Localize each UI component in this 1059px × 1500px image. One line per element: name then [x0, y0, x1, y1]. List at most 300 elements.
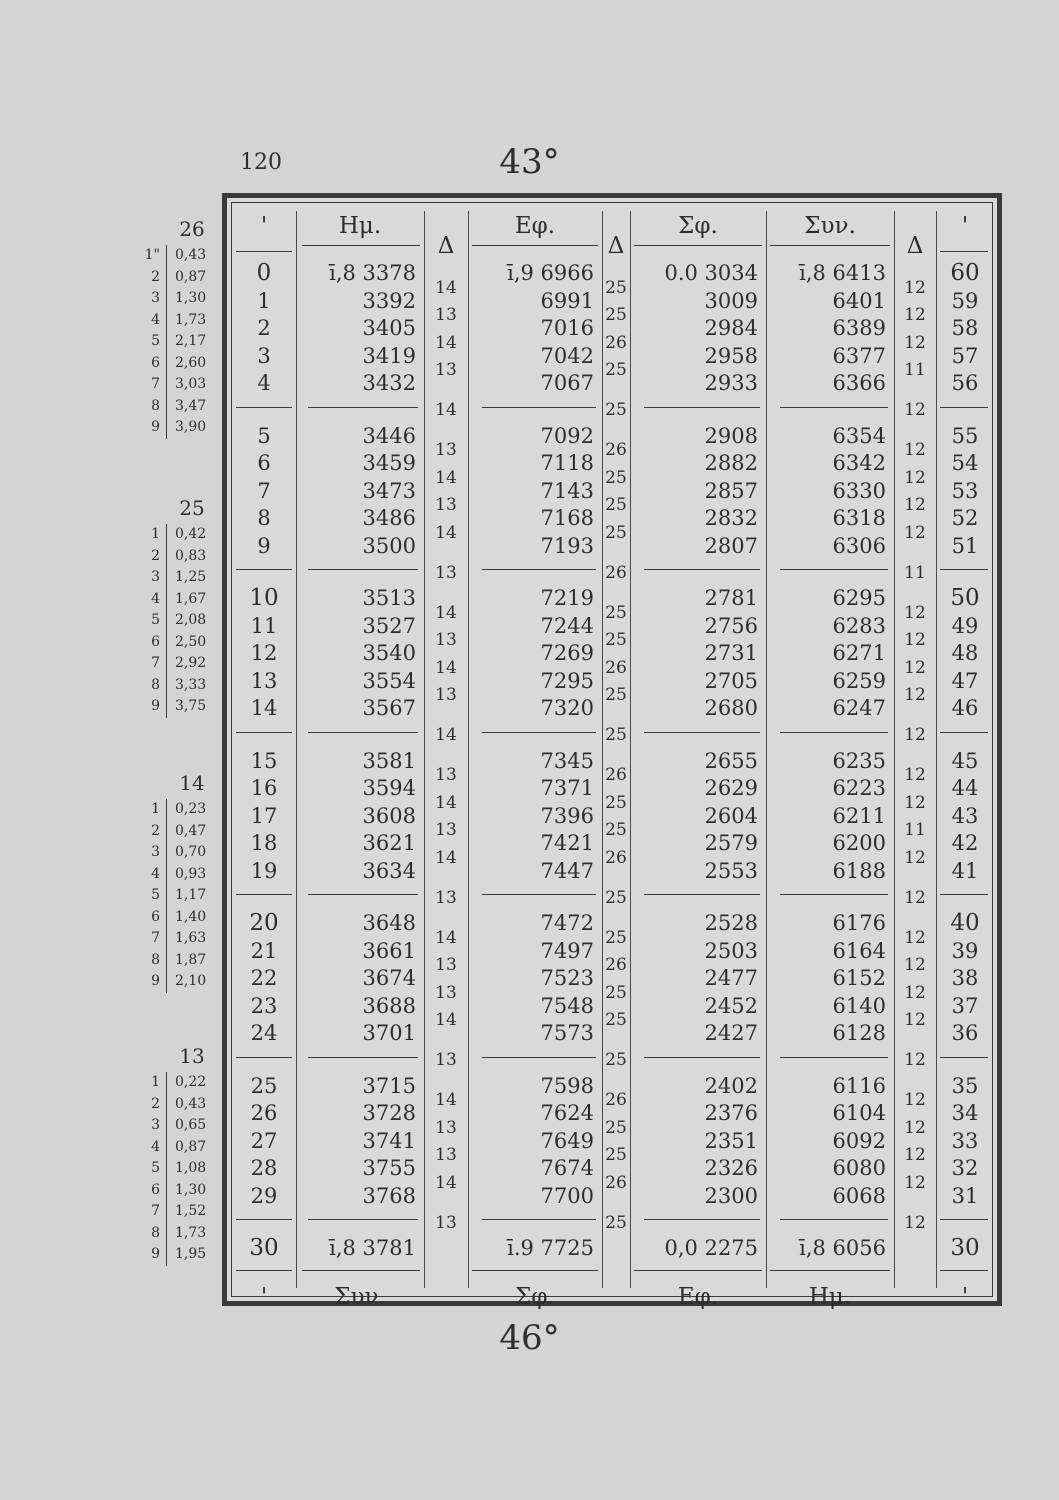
footer-rule — [472, 1270, 598, 1271]
log-tangent-value: 6991 — [540, 288, 594, 313]
delta-cosine: 12 — [904, 1172, 926, 1193]
header-rule — [940, 251, 988, 252]
pp-value: 3,47 — [166, 396, 206, 418]
pp-value: 1,08 — [166, 1158, 206, 1180]
minute-label: 12 — [250, 641, 278, 665]
log-cotangent-value: 0.0 3034 — [664, 261, 758, 285]
delta-sine: 14 — [435, 1090, 457, 1111]
minute-label-right: 35 — [951, 1073, 979, 1098]
log-sine-value: ī,8 3781 — [329, 1236, 416, 1260]
delta-cosine: 12 — [904, 602, 926, 623]
group-rule — [940, 1057, 988, 1058]
column-footer: Συν. — [334, 1284, 386, 1310]
delta-tangent: 25 — [605, 1050, 627, 1071]
log-cosine-value: 6247 — [832, 696, 886, 720]
log-cosine-value: 6271 — [832, 641, 886, 665]
minute-label-right: 56 — [951, 371, 979, 395]
delta-tangent: 26 — [605, 765, 627, 786]
log-tangent-value: 7624 — [540, 1101, 594, 1125]
delta-cosine: 12 — [904, 630, 926, 651]
log-tangent-value: 7447 — [540, 858, 594, 883]
delta-tangent: 25 — [605, 495, 627, 516]
delta-cosine: 12 — [904, 467, 926, 488]
log-cotangent-value: 2579 — [704, 831, 758, 855]
delta-cosine: 12 — [904, 847, 926, 868]
pp-value: 0,70 — [166, 842, 206, 864]
group-rule — [236, 732, 292, 733]
pp-seconds: 2 — [151, 822, 160, 839]
log-cosine-value: 6092 — [832, 1128, 886, 1153]
minute-label-right: 49 — [951, 613, 979, 638]
log-cotangent-value: 2882 — [704, 451, 758, 475]
log-tangent-value: 7674 — [540, 1156, 594, 1180]
log-tangent-value: 7700 — [540, 1183, 594, 1208]
delta-cosine: 12 — [904, 955, 926, 976]
pp-seconds: 8 — [151, 951, 160, 968]
log-sine-value: 3648 — [362, 911, 416, 935]
column-footer: ' — [961, 1284, 969, 1310]
pp-value: 1,30 — [166, 1180, 206, 1202]
minute-label-right: 59 — [951, 288, 979, 313]
pp-seconds: 6 — [151, 354, 160, 371]
pp-seconds: 5 — [151, 612, 160, 628]
pp-value: 2,17 — [166, 331, 206, 353]
header-rule — [770, 245, 890, 246]
delta-tangent: 25 — [605, 927, 627, 948]
log-cotangent-value: 2984 — [704, 316, 758, 340]
delta-sine: 13 — [435, 562, 457, 583]
delta-sine: 14 — [435, 522, 457, 543]
minute-label: 9 — [257, 533, 271, 558]
log-cotangent-value: 2376 — [704, 1101, 758, 1125]
log-cosine-value: 6235 — [832, 748, 886, 773]
footer-rule — [770, 1270, 890, 1271]
delta-sine: 13 — [435, 1117, 457, 1138]
delta-sine: 13 — [435, 982, 457, 1003]
log-cotangent-value: 2781 — [704, 586, 758, 610]
log-tangent-value: 7269 — [540, 641, 594, 665]
minute-label-right: 36 — [951, 1021, 979, 1045]
delta-cosine: 12 — [904, 522, 926, 543]
log-trig-table — [222, 193, 1002, 1310]
minute-label: 18 — [250, 831, 278, 855]
log-sine-value: 3486 — [362, 506, 416, 530]
delta-tangent: 25 — [605, 522, 627, 543]
footer-rule — [634, 1270, 762, 1271]
group-rule — [236, 1057, 292, 1058]
group-rule — [940, 1219, 988, 1220]
log-cosine-value: 6211 — [832, 803, 886, 828]
minute-label-right: 41 — [951, 858, 979, 883]
pp-value: 0,43 — [166, 1094, 206, 1116]
pp-value: 1,40 — [166, 907, 206, 929]
delta-tangent: 25 — [605, 982, 627, 1003]
log-sine-value: 3594 — [362, 776, 416, 800]
pp-seconds: 8 — [151, 397, 160, 414]
delta-tangent: 26 — [605, 332, 627, 353]
log-cosine-value: 6223 — [832, 776, 886, 800]
pp-seconds: 6 — [151, 908, 160, 925]
group-rule — [644, 894, 760, 895]
log-sine-value: 3419 — [362, 343, 416, 368]
minute-label-right: 33 — [951, 1128, 979, 1153]
pp-seconds: 3 — [151, 844, 160, 860]
log-cotangent-value: 2680 — [704, 696, 758, 720]
footer-rule — [940, 1270, 988, 1271]
column-footer: Σφ. — [515, 1284, 555, 1310]
delta-cosine: 12 — [904, 305, 926, 326]
log-tangent-value: 7168 — [540, 506, 594, 530]
log-sine-value: 3674 — [362, 966, 416, 990]
delta-cosine: 12 — [904, 495, 926, 516]
group-rule — [482, 1219, 596, 1220]
table-inner — [231, 202, 993, 1310]
delta-cosine: 12 — [904, 440, 926, 461]
log-sine-value: 3527 — [362, 613, 416, 638]
log-cosine-value: 6330 — [832, 478, 886, 503]
log-sine-value: 3581 — [362, 748, 416, 773]
column-header: Δ — [906, 233, 924, 259]
log-tangent-value: 7244 — [540, 613, 594, 638]
delta-tangent: 26 — [605, 955, 627, 976]
log-cosine-value: 6068 — [832, 1183, 886, 1208]
minute-label: 20 — [249, 910, 279, 936]
log-sine-value: 3768 — [362, 1183, 416, 1208]
log-tangent-value: 7219 — [540, 586, 594, 610]
delta-cosine: 12 — [904, 792, 926, 813]
minute-label-right: 39 — [951, 938, 979, 963]
header-rule — [236, 251, 292, 252]
minute-label: 14 — [250, 696, 278, 720]
delta-sine: 14 — [435, 927, 457, 948]
log-cosine-value: 6080 — [832, 1156, 886, 1180]
minute-label-right: 43 — [951, 803, 979, 828]
pp-seconds: 2 — [151, 547, 160, 564]
minute-label: 13 — [250, 668, 278, 693]
delta-sine: 13 — [435, 820, 457, 841]
pp-seconds: 8 — [151, 1224, 160, 1241]
log-sine-value: 3755 — [362, 1156, 416, 1180]
minute-label-right: 45 — [951, 748, 979, 773]
minute-label-right: 31 — [951, 1183, 979, 1208]
log-cotangent-value: 2402 — [704, 1073, 758, 1098]
delta-tangent: 25 — [605, 277, 627, 298]
log-cotangent-value: 2629 — [704, 776, 758, 800]
pp-value: 0,83 — [166, 546, 206, 568]
group-rule — [644, 569, 760, 570]
log-cotangent-value: 2553 — [704, 858, 758, 883]
log-tangent-value: ī,9 6966 — [507, 261, 594, 285]
pp-value: 1,95 — [166, 1244, 206, 1266]
log-cosine-value: ī,8 6056 — [799, 1236, 886, 1260]
pp-value: 3,75 — [166, 696, 206, 718]
log-cotangent-value: 2807 — [704, 533, 758, 558]
minute-label: 24 — [250, 1021, 278, 1045]
log-tangent-value: ī.9 7725 — [507, 1236, 594, 1260]
pp-seconds: 6 — [151, 1181, 160, 1198]
log-cotangent-value: 2604 — [704, 803, 758, 828]
log-cosine-value: 6366 — [832, 371, 886, 395]
pp-seconds: 3 — [151, 569, 160, 585]
minute-label-right: 51 — [951, 533, 979, 558]
pp-seconds: 9 — [151, 698, 160, 714]
pp-seconds: 4 — [151, 1138, 160, 1155]
pp-value: 0,42 — [166, 524, 206, 546]
delta-cosine: 11 — [904, 820, 926, 841]
delta-tangent: 26 — [605, 562, 627, 583]
log-tangent-value: 7396 — [540, 803, 594, 828]
pp-value: 2,08 — [166, 610, 206, 632]
log-sine-value: 3554 — [362, 668, 416, 693]
group-rule — [780, 732, 888, 733]
delta-sine: 13 — [435, 360, 457, 381]
log-sine-value: 3688 — [362, 993, 416, 1018]
delta-tangent: 26 — [605, 1090, 627, 1111]
delta-sine: 13 — [435, 305, 457, 326]
group-rule — [780, 407, 888, 408]
pp-seconds: 1 — [151, 526, 160, 542]
pp-value: 1,63 — [166, 928, 206, 950]
delta-cosine: 12 — [904, 1090, 926, 1111]
delta-sine: 13 — [435, 1212, 457, 1233]
log-tangent-value: 7295 — [540, 668, 594, 693]
delta-tangent: 26 — [605, 657, 627, 678]
log-tangent-value: 7523 — [540, 966, 594, 990]
minute-label: 6 — [257, 451, 271, 475]
delta-sine: 14 — [435, 657, 457, 678]
delta-sine: 14 — [435, 725, 457, 746]
delta-tangent: 25 — [605, 1010, 627, 1031]
proportional-parts-head: 14 — [179, 771, 205, 795]
group-rule — [236, 894, 292, 895]
delta-sine: 14 — [435, 792, 457, 813]
group-rule — [236, 1219, 292, 1220]
minute-label-right: 53 — [951, 478, 979, 503]
minute-label-right: 50 — [950, 585, 980, 611]
delta-sine: 14 — [435, 277, 457, 298]
group-rule — [940, 407, 988, 408]
column-header: Εφ. — [514, 213, 556, 239]
log-tangent-value: 7371 — [540, 776, 594, 800]
log-cotangent-value: 2933 — [704, 371, 758, 395]
pp-value: 3,33 — [166, 675, 206, 697]
log-cotangent-value: 2503 — [704, 938, 758, 963]
log-cosine-value: 6401 — [832, 288, 886, 313]
minute-label: 28 — [250, 1156, 278, 1180]
footer-rule — [236, 1270, 292, 1271]
log-tangent-value: 7345 — [540, 748, 594, 773]
pp-seconds: 9 — [151, 419, 160, 435]
pp-seconds: 4 — [151, 865, 160, 882]
pp-seconds: 1 — [151, 1074, 160, 1090]
log-cotangent-value: 2351 — [704, 1128, 758, 1153]
pp-value: 3,90 — [166, 417, 206, 439]
proportional-parts-head: 25 — [179, 496, 205, 520]
minute-label: 19 — [250, 858, 278, 883]
pp-seconds: 7 — [151, 376, 160, 392]
log-cosine-value: 6354 — [832, 423, 886, 448]
group-rule — [644, 732, 760, 733]
log-cotangent-value: 2705 — [704, 668, 758, 693]
header-rule — [302, 245, 420, 246]
log-cotangent-value: 3009 — [704, 288, 758, 313]
pp-value: 1,67 — [166, 589, 206, 611]
log-tangent-value: 7092 — [540, 423, 594, 448]
log-cotangent-value: 2528 — [704, 911, 758, 935]
log-tangent-value: 7573 — [540, 1021, 594, 1045]
log-cotangent-value: 2756 — [704, 613, 758, 638]
minute-label: 30 — [249, 1235, 279, 1261]
log-cosine-value: 6283 — [832, 613, 886, 638]
log-cotangent-value: 2832 — [704, 506, 758, 530]
column-footer: ' — [260, 1284, 268, 1310]
pp-seconds: 9 — [151, 973, 160, 989]
log-cotangent-value: 0,0 2275 — [664, 1236, 758, 1260]
delta-cosine: 12 — [904, 887, 926, 908]
log-sine-value: 3621 — [362, 831, 416, 855]
log-cosine-value: 6176 — [832, 911, 886, 935]
pp-value: 0,87 — [166, 267, 206, 289]
delta-cosine: 12 — [904, 1145, 926, 1166]
pp-seconds: 8 — [151, 676, 160, 693]
group-rule — [482, 1057, 596, 1058]
pp-seconds: 2 — [151, 268, 160, 285]
proportional-parts-head: 26 — [179, 217, 205, 241]
pp-value: 1,17 — [166, 885, 206, 907]
delta-cosine: 11 — [904, 562, 926, 583]
log-tangent-value: 7067 — [540, 371, 594, 395]
pp-seconds: 5 — [151, 887, 160, 903]
log-cosine-value: ī,8 6413 — [799, 261, 886, 285]
group-rule — [780, 894, 888, 895]
delta-sine: 13 — [435, 440, 457, 461]
log-cotangent-value: 2655 — [704, 748, 758, 773]
group-rule — [308, 407, 418, 408]
pp-value: 0,22 — [166, 1072, 206, 1094]
minute-label: 10 — [249, 585, 279, 611]
group-rule — [644, 407, 760, 408]
group-rule — [644, 1057, 760, 1058]
log-cotangent-value: 2958 — [704, 343, 758, 368]
minute-label: 26 — [250, 1101, 278, 1125]
pp-seconds: 9 — [151, 1246, 160, 1262]
group-rule — [780, 569, 888, 570]
log-sine-value: 3500 — [362, 533, 416, 558]
delta-tangent: 26 — [605, 1172, 627, 1193]
log-tangent-value: 7472 — [540, 911, 594, 935]
column-footer: Εφ. — [677, 1284, 719, 1310]
minute-label-right: 40 — [950, 910, 980, 936]
delta-sine: 14 — [435, 400, 457, 421]
column-header: Ημ. — [338, 213, 382, 239]
pp-value: 0,93 — [166, 864, 206, 886]
log-tangent-value: 7421 — [540, 831, 594, 855]
log-tangent-value: 7016 — [540, 316, 594, 340]
column-header: Δ — [607, 233, 625, 259]
minute-label-right: 48 — [951, 641, 979, 665]
delta-sine: 14 — [435, 1010, 457, 1031]
delta-sine: 13 — [435, 887, 457, 908]
minute-label: 29 — [250, 1183, 278, 1208]
log-sine-value: 3392 — [362, 288, 416, 313]
log-cosine-value: 6259 — [832, 668, 886, 693]
delta-tangent: 25 — [605, 1117, 627, 1138]
log-sine-value: 3608 — [362, 803, 416, 828]
pp-value: 2,60 — [166, 353, 206, 375]
log-tangent-value: 7497 — [540, 938, 594, 963]
minute-label: 25 — [250, 1073, 278, 1098]
column-header: ' — [260, 213, 268, 239]
delta-cosine: 12 — [904, 725, 926, 746]
log-cotangent-value: 2857 — [704, 478, 758, 503]
group-rule — [236, 407, 292, 408]
pp-value: 2,92 — [166, 653, 206, 675]
log-sine-value: 3741 — [362, 1128, 416, 1153]
log-sine-value: 3661 — [362, 938, 416, 963]
delta-tangent: 25 — [605, 1145, 627, 1166]
minute-label: 23 — [250, 993, 278, 1018]
group-rule — [780, 1219, 888, 1220]
delta-sine: 13 — [435, 1050, 457, 1071]
pp-value: 1,73 — [166, 310, 206, 332]
log-sine-value: 3513 — [362, 586, 416, 610]
pp-seconds: 2 — [151, 1095, 160, 1112]
minute-label-right: 32 — [951, 1156, 979, 1180]
pp-seconds: 3 — [151, 290, 160, 306]
minute-label: 16 — [250, 776, 278, 800]
delta-tangent: 25 — [605, 467, 627, 488]
log-cosine-value: 6164 — [832, 938, 886, 963]
log-tangent-value: 7143 — [540, 478, 594, 503]
log-cosine-value: 6140 — [832, 993, 886, 1018]
group-rule — [482, 732, 596, 733]
delta-cosine: 12 — [904, 927, 926, 948]
column-header: Σφ. — [678, 213, 718, 239]
delta-sine: 13 — [435, 765, 457, 786]
minute-label-right: 47 — [951, 668, 979, 693]
log-sine-value: 3540 — [362, 641, 416, 665]
pp-value: 0,47 — [166, 821, 206, 843]
log-tangent-value: 7320 — [540, 696, 594, 720]
pp-value: 1,30 — [166, 288, 206, 310]
header-rule — [472, 245, 598, 246]
log-sine-value: 3459 — [362, 451, 416, 475]
minute-label: 8 — [257, 506, 271, 530]
log-cotangent-value: 2326 — [704, 1156, 758, 1180]
delta-cosine: 12 — [904, 657, 926, 678]
column-header: ' — [961, 213, 969, 239]
log-cotangent-value: 2731 — [704, 641, 758, 665]
delta-tangent: 25 — [605, 820, 627, 841]
minute-label: 17 — [250, 803, 278, 828]
minute-label: 1 — [257, 288, 271, 313]
minute-label-right: 57 — [951, 343, 979, 368]
log-cotangent-value: 2477 — [704, 966, 758, 990]
pp-value: 1,87 — [166, 950, 206, 972]
log-sine-value: 3473 — [362, 478, 416, 503]
minute-label-right: 52 — [951, 506, 979, 530]
group-rule — [308, 894, 418, 895]
delta-tangent: 25 — [605, 725, 627, 746]
pp-seconds: 7 — [151, 655, 160, 671]
pp-value: 2,10 — [166, 971, 206, 993]
minute-label-right: 60 — [950, 260, 980, 286]
log-cosine-value: 6377 — [832, 343, 886, 368]
group-rule — [940, 732, 988, 733]
pp-value: 3,03 — [166, 374, 206, 396]
group-rule — [308, 569, 418, 570]
log-cosine-value: 6188 — [832, 858, 886, 883]
